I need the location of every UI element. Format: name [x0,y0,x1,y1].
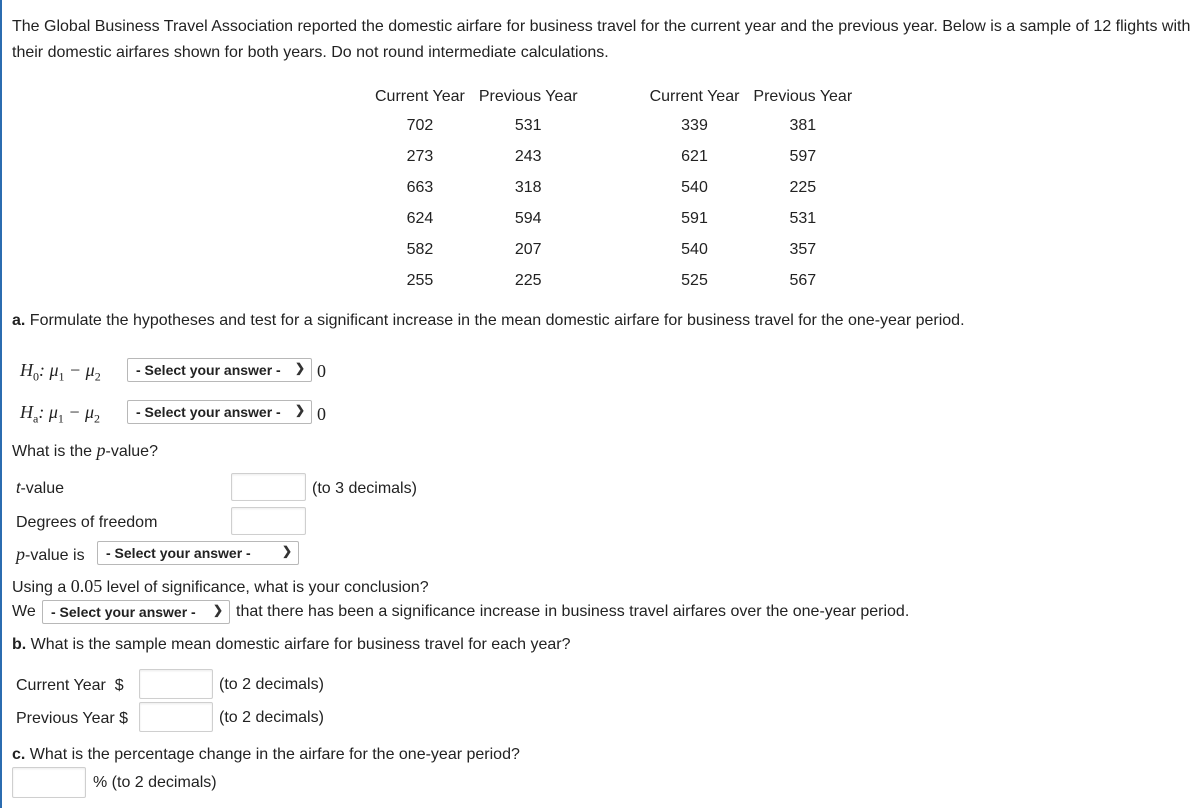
table-cell: 381 [789,116,817,134]
current-year-mean-input[interactable] [139,669,213,699]
t-value-input[interactable] [231,473,306,501]
table-row [368,172,859,203]
table-cell: 594 [514,209,542,227]
table-cell: 243 [514,147,542,165]
table-cell: 567 [789,271,817,289]
chevron-down-icon: ❯ [294,361,305,375]
table-cell: 597 [789,147,817,165]
table-cell: 318 [514,178,542,196]
table-row [368,265,859,296]
ha-zero: 0 [317,404,326,424]
table-row [368,234,859,265]
table-cell: 591 [681,209,708,227]
table-cell: 357 [789,240,817,258]
conclusion-we: We [12,603,36,620]
percentage-change-hint: % (to 2 decimals) [93,774,217,791]
ha-operator-select[interactable]: - Select your answer - ❯ [127,400,312,424]
pvalue-question: What is the p-value? [12,440,158,460]
header-current-year-2: Current Year [649,88,740,105]
table-cell: 531 [514,116,542,134]
table-cell: 540 [681,178,708,196]
header-previous-year-1: Previous Year [478,88,578,105]
part-a-question: a. Formulate the hypotheses and test for a significant increase in the mean domestic airfare for business travel for the one-year period. [12,312,965,329]
chevron-down-icon: ❯ [294,403,305,417]
alternative-hypothesis: $H_a$: $\mu_1 - \mu_2$ [20,402,101,426]
table-cell: 525 [681,271,708,289]
percentage-change-input[interactable] [12,767,86,798]
table-row [368,141,859,172]
current-year-label: Current Year $ [16,677,124,694]
current-year-hint: (to 2 decimals) [219,676,324,693]
t-value-hint: (to 3 decimals) [312,480,417,497]
t-value-label: t-value [16,480,65,497]
left-accent-rule [0,0,2,808]
table-cell: 624 [406,209,434,227]
df-input[interactable] [231,507,306,535]
table-cell: 582 [406,240,434,258]
h0-operator-select[interactable]: - Select your answer - ❯ [127,358,312,382]
part-c-question: c. What is the percentage change in the airfare for the one-year period? [12,746,520,763]
header-previous-year-2: Previous Year [753,88,853,105]
chevron-down-icon: ❯ [281,544,292,558]
part-b-question: b. What is the sample mean domestic airfare for business travel for each year? [12,636,571,653]
airfare-table [368,84,859,296]
header-current-year-1: Current Year [375,88,465,105]
table-cell: 255 [406,271,434,289]
null-hypothesis: $H_0$: $\mu_1 - \mu_2$ [20,360,101,384]
table-cell: 531 [789,209,817,227]
table-cell: 225 [789,178,817,196]
conclusion-select[interactable]: - Select your answer - ❯ [42,600,230,624]
table-cell: 273 [406,147,434,165]
table-cell: 207 [514,240,542,258]
problem-intro: The Global Business Travel Association reported the domestic airfare for business travel for the current year and the previous year. Below is a sample of 12 flights with their domestic airfares shown for both years. Do not round intermediate calculations. [12,18,1191,61]
table-row [368,203,859,234]
p-value-select[interactable]: - Select your answer - ❯ [97,541,299,565]
previous-year-label: Previous Year $ [16,710,129,727]
table-cell: 225 [514,271,542,289]
table-cell: 339 [681,116,708,134]
table-cell: 702 [406,116,434,134]
conclusion-question: Using a 0.05 level of significance, what is your conclusion? [12,576,429,596]
conclusion-tail: that there has been a significance increase in business travel airfares over the one-year period. [236,603,910,620]
previous-year-mean-input[interactable] [139,702,213,732]
h0-zero: 0 [317,361,326,381]
df-label: Degrees of freedom [16,514,158,531]
chevron-down-icon: ❯ [212,603,223,617]
table-cell: 540 [681,240,708,258]
table-cell: 621 [681,147,708,165]
previous-year-hint: (to 2 decimals) [219,709,324,726]
table-cell: 663 [406,178,434,196]
table-row [368,110,859,141]
p-value-label: p-value is [16,544,85,564]
